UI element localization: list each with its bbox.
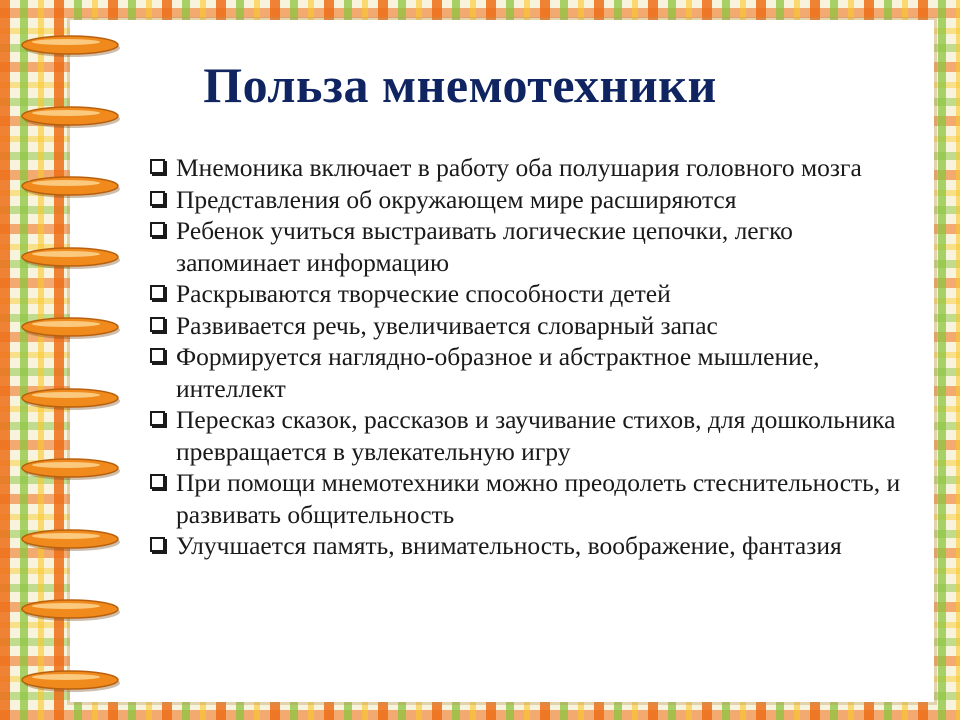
checkbox-square-icon [150,317,165,332]
list-item [146,467,916,530]
spiral-ring-icon [18,175,122,199]
spiral-binding [0,0,130,720]
list-item-text: Развивается речь, увеличивается словарный запас [176,310,718,340]
slide-card [70,20,934,702]
spiral-ring-icon [18,598,122,622]
list-item [146,530,916,562]
list-item-text: Мнемоника включает в работу оба полушария головного мозга [176,153,862,182]
list-item-text: Представления об окружающем мире расширяются [176,184,737,214]
spiral-ring-icon [18,457,122,481]
list-item [146,152,916,184]
list-item [146,404,916,467]
list-item-text: Улучшается память, внимательность, воображение, фантазия [176,531,842,560]
list-item-text: Пересказ сказок, рассказов и заучивание стихов, для дошкольника превращается в увлекательную игру [176,405,896,466]
checkbox-square-icon [150,159,165,174]
spiral-ring-icon [18,34,122,58]
checkbox-square-icon [150,222,165,237]
list-item-text: Формируется наглядно-образное и абстрактное мышление, интеллект [176,342,820,403]
list-item [146,184,916,216]
list-item [146,341,916,404]
list-item [146,215,916,278]
list-item-text: Раскрываются творческие способности детей [176,279,671,308]
list-item [146,278,916,310]
checkbox-square-icon [150,474,165,489]
spiral-ring-icon [18,105,122,129]
spiral-ring-icon [18,528,122,552]
spiral-ring-icon [18,669,122,693]
list-item-text: Ребенок учиться выстраивать логические цепочки, легко запоминает информацию [176,216,793,277]
list-item [146,310,916,342]
checkbox-square-icon [150,411,165,426]
slide-title: Польза мнемотехники [203,57,717,113]
spiral-ring-icon [18,387,122,411]
benefits-list [146,152,916,562]
spiral-ring-icon [18,316,122,340]
checkbox-square-icon [150,537,165,552]
checkbox-square-icon [150,285,165,300]
list-item-text: При помощи мнемотехники можно преодолеть стеснительность, и развивать общительность [176,468,901,529]
spiral-ring-icon [18,246,122,270]
checkbox-square-icon [150,191,165,206]
checkbox-square-icon [150,348,165,363]
